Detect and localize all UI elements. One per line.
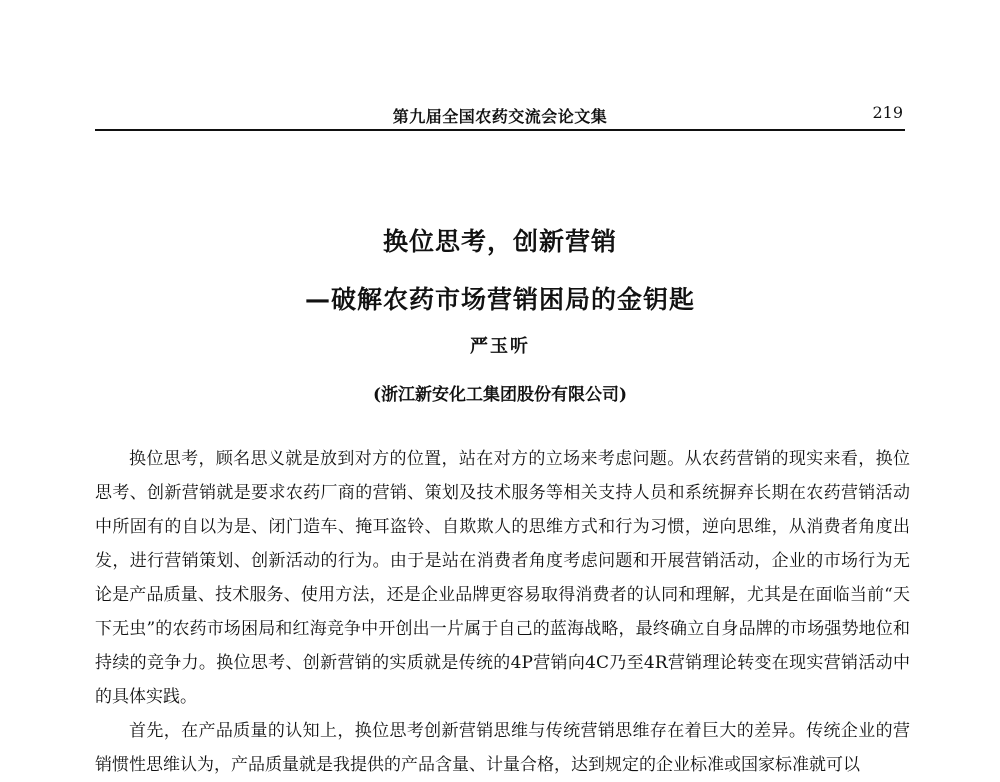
author-affiliation: (浙江新安化工集团股份有限公司): [372, 385, 628, 405]
journal-name: 第九届全国农药交流会论文集: [392, 107, 608, 126]
article-title: 换位思考，创新营销: [382, 227, 617, 256]
paragraph: 换位思考，顾名思义就是放到对方的位置，站在对方的立场来考虑问题。从农药营销的现实来看，换位思考、创新营销就是要求农药厂商的营销、策划及技术服务等相关支持人员和系统摒弃长期在农药营销活动中所固有的自以为是、闭门造车、掩耳盗铃、自欺欺人的思维方式和行为习惯，逆向思维，从消费者角度出发，进行营销策划、创新活动的行为。由于是站在消费者角度考虑问题和开展营销活动，企业的市场行为无论是产品质量、技术服务、使用方法，还是企业品牌更容易取得消费者的认同和理解，尤其是在面临当前“天下无虫”的农药市场困局和红海竞争中开创出一片属于自己的蓝海战略，最终确立自身品牌的市场强势地位和持续的竞争力。换位思考、创新营销的实质就是传统的4P营销向4C乃至4R营销理论转变在现实营销活动中的具体实践。: [95, 449, 910, 707]
running-head: [95, 103, 905, 131]
page-number: 219: [872, 103, 903, 122]
author-name: 严玉听: [470, 336, 530, 357]
body-text: [95, 442, 910, 782]
paragraph: 首先，在产品质量的认知上，换位思考创新营销思维与传统营销思维存在着巨大的差异。传统企业的营销惯性思维认为，产品质量就是我提供的产品含量、计量合格，达到规定的企业标准或国家标准就可以: [95, 721, 910, 775]
article-subtitle: —破解农药市场营销困局的金钥匙: [304, 285, 695, 314]
